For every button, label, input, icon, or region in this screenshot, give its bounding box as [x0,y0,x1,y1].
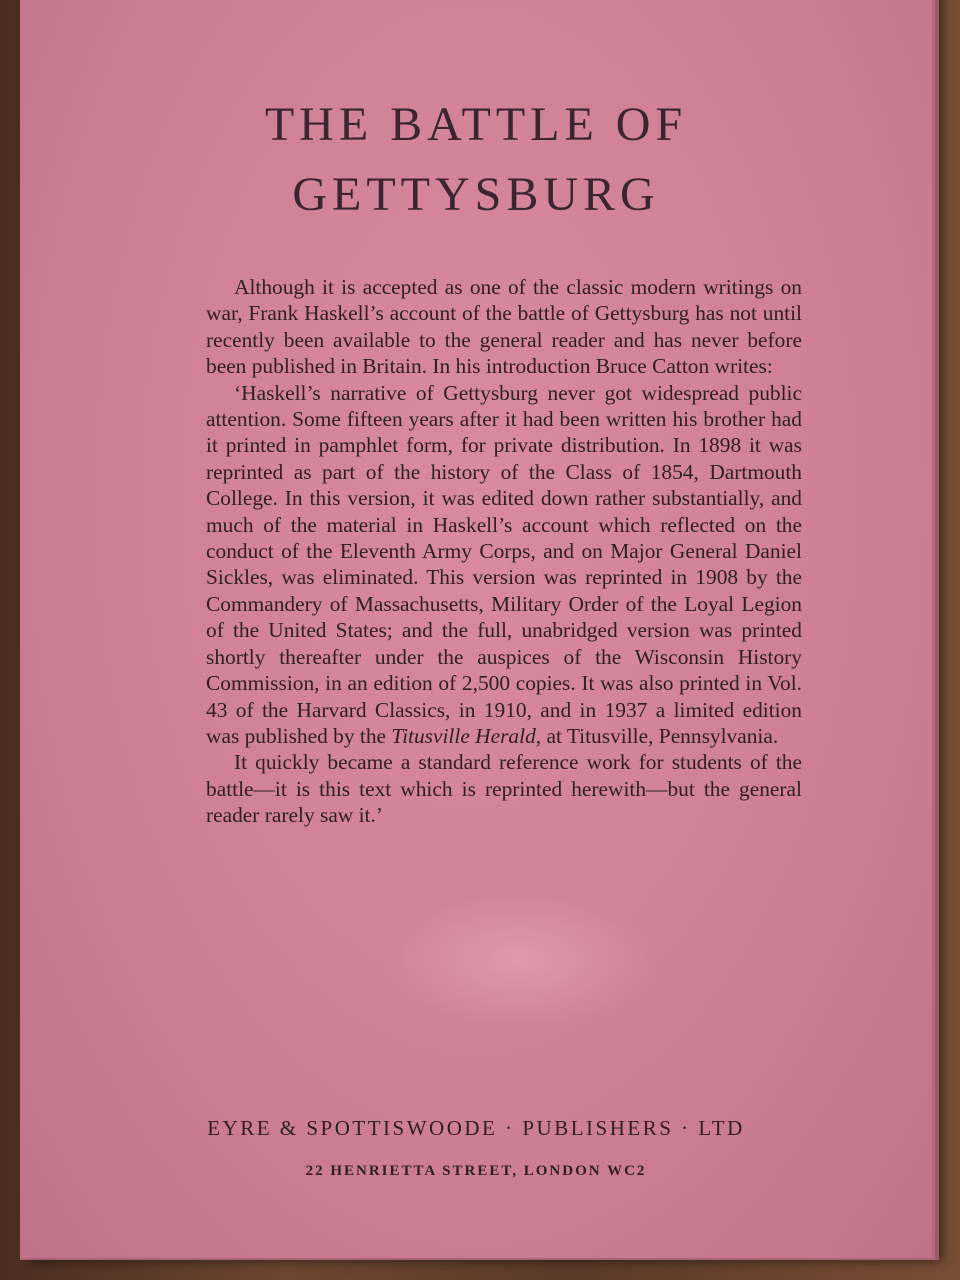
publisher-name: EYRE & SPOTTISWOODE · PUBLISHERS · LTD [207,1116,745,1140]
blurb-paragraph-1: Although it is accepted as one of the classic modern writings on war, Frank Haskell’s account of the battle of Gettysburg has not until recently been available to the general reader and has never before been published in Britain. In his introduction Bruce Catton writes: [206,275,802,379]
publisher-address: 22 HENRIETTA STREET, LONDON WC2 [305,1163,647,1179]
blurb-paragraph-2 [206,380,802,750]
blurb-paragraph-2-text: ‘Haskell’s narrative of Gettysburg never got widespread public attention. Some fifteen years after it had been written his brother had it printed in pamphlet form, for private distribution. In 1898 it was reprinted as part of the history of the Class of 1854, Dartmouth College. In this version, it was edited down rather substantially, and much of the material in Haskell’s account which reflected on the conduct of the Eleventh Army Corps, and on Major General Daniel Sickles, was eliminated. This version was reprinted in 1908 by the Commandery of Massachusetts, Military Order of the Loyal Legion of the United States; and the full, unabridged version was printed shortly thereafter under the auspices of the Wisconsin History Commission, in an edition of 2,500 copies. It was also printed in Vol. 43 of the Harvard Classics, in 1910, and in 1937 a limited edition was published by the [206,380,802,748]
blurb-paragraph-3: It quickly became a standard reference work for students of the battle—it is this text which is reprinted herewith—but the general reader rarely saw it.’ [206,750,802,828]
book-back-cover [20,0,935,1260]
blurb-text [206,274,802,829]
title-line-2: GETTYSBURG [292,168,660,221]
title-line-1: THE BATTLE OF [264,98,688,151]
book-title [20,90,932,230]
newspaper-title: Titusville Herald [391,723,536,748]
blurb-paragraph-2-end: , at Titusville, Pennsylvania. [535,723,779,748]
